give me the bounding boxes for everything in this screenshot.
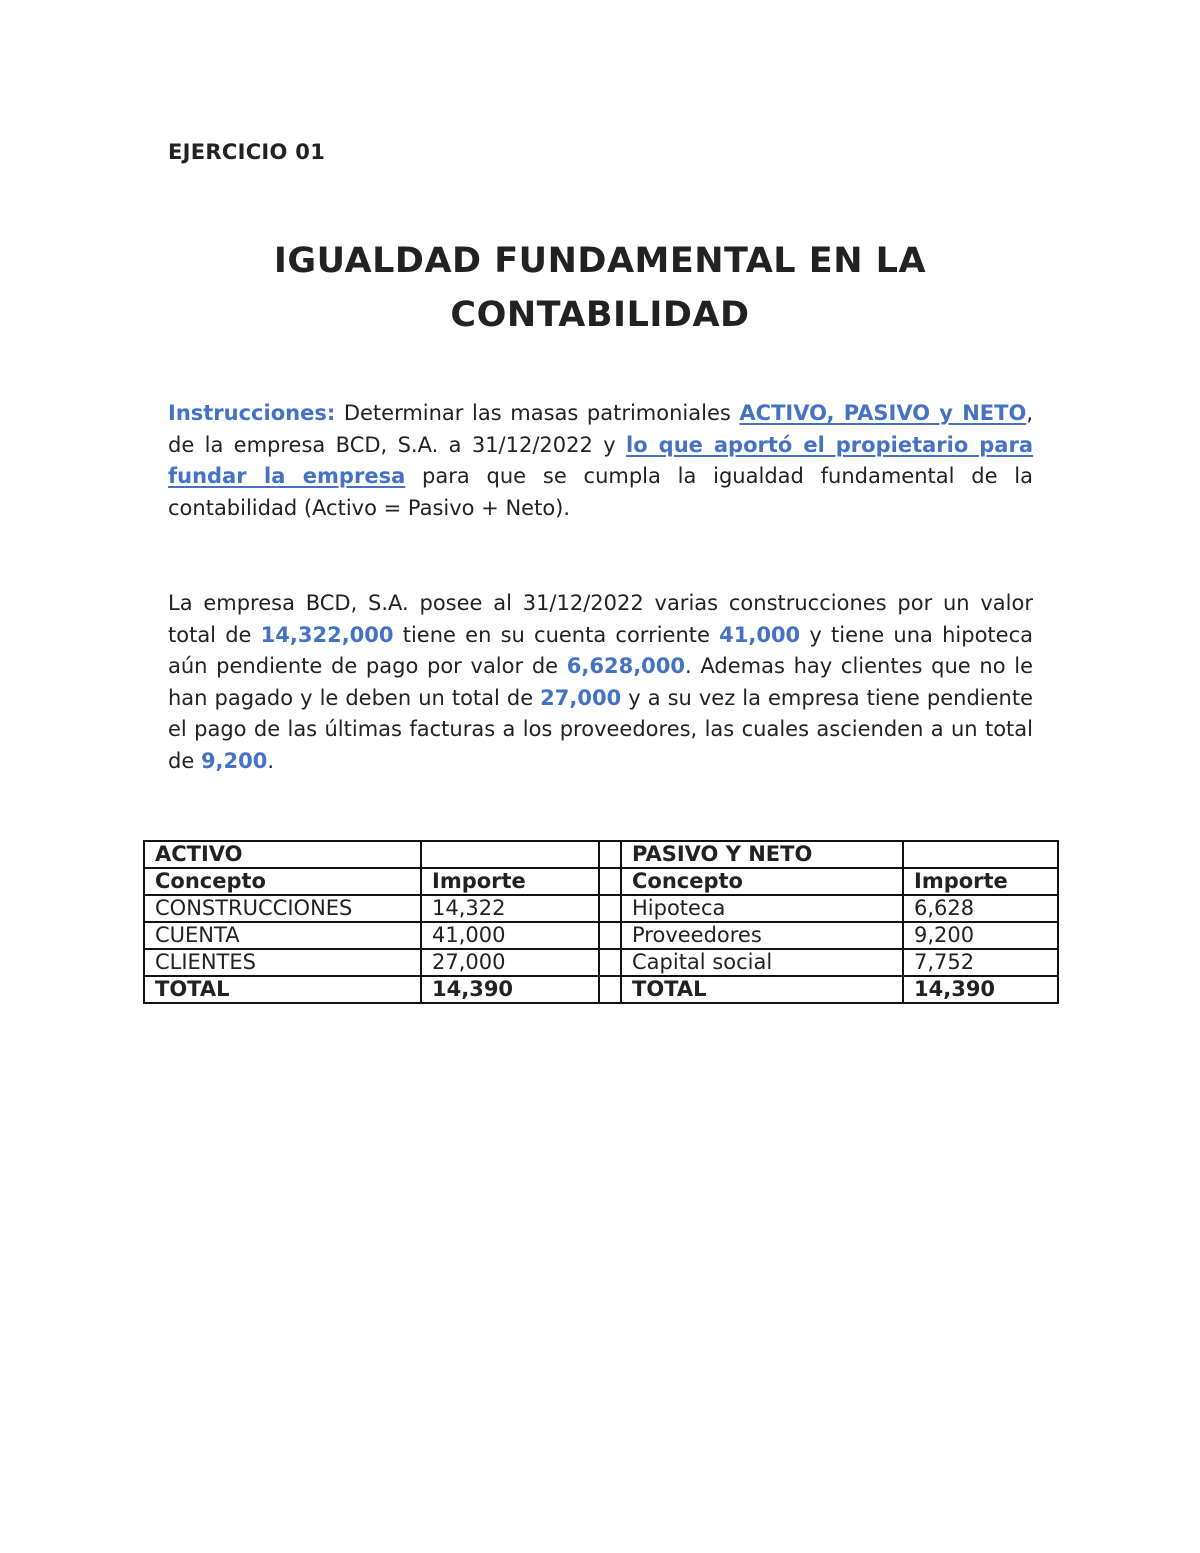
construcciones-value: 14,322,000 — [260, 622, 394, 647]
activo-importe: 41,000 — [421, 922, 599, 949]
balance-table — [143, 840, 1059, 1004]
activo-importe-header: Importe — [421, 868, 599, 895]
empty-cell — [421, 841, 599, 868]
statement-text-5: y a su vez la empresa tiene pendiente el pago de las últimas facturas a los proveedores, las cuales ascienden a un total de — [168, 685, 1033, 773]
hipoteca-value: 6,628,000 — [566, 654, 686, 678]
pasivo-importe: 6,628 — [903, 895, 1058, 922]
gap-cell — [599, 841, 621, 868]
table-row — [144, 949, 1058, 976]
table-column-header-row — [144, 868, 1058, 895]
pasivo-header: PASIVO Y NETO — [621, 841, 903, 868]
statement-text-6: . — [267, 748, 275, 773]
gap-cell — [599, 949, 621, 976]
table-header-row — [144, 841, 1058, 868]
activo-concepto-header: Concepto — [144, 868, 421, 895]
statement-text-1: La empresa BCD, S.A. posee al 31/12/2022 varias construcciones por un valor total de — [168, 591, 1033, 647]
gap-cell — [599, 922, 621, 949]
activo-concepto: CLIENTES — [144, 949, 421, 976]
gap-cell — [599, 868, 621, 895]
table-row — [144, 922, 1058, 949]
title-line-2: CONTABILIDAD — [450, 295, 750, 335]
activo-total-value: 14,390 — [421, 976, 599, 1003]
pasivo-total-value: 14,390 — [903, 976, 1058, 1003]
activo-header: ACTIVO — [144, 841, 421, 868]
pasivo-concepto: Hipoteca — [621, 895, 903, 922]
statement-text-4: . Ademas hay clientes que no le han pagado y le deben un total de — [168, 654, 1034, 710]
title-line-1: IGUALDAD FUNDAMENTAL EN LA — [273, 241, 927, 281]
activo-importe: 14,322 — [421, 895, 599, 922]
masas-link[interactable]: ACTIVO, PASIVO y NETO — [739, 401, 1027, 425]
exercise-label: EJERCICIO 01 — [168, 140, 326, 164]
table-row — [144, 895, 1058, 922]
activo-importe: 27,000 — [421, 949, 599, 976]
empty-cell — [903, 841, 1058, 868]
pasivo-concepto: Capital social — [621, 949, 903, 976]
activo-concepto: CONSTRUCCIONES — [144, 895, 421, 922]
clientes-value: 27,000 — [540, 685, 622, 710]
pasivo-importe-header: Importe — [903, 868, 1058, 895]
cuenta-value: 41,000 — [719, 622, 801, 647]
activo-concepto: CUENTA — [144, 922, 421, 949]
statement-text-2: tiene en su cuenta corriente — [393, 622, 720, 647]
page-title — [150, 234, 1050, 342]
instructions-label: Instrucciones: — [168, 401, 336, 425]
proveedores-value: 9,200 — [200, 748, 268, 773]
instructions-text-3: para que se cumpla la igualdad fundamental de la contabilidad (Activo = Pasivo + Neto). — [168, 464, 1034, 520]
pasivo-concepto-header: Concepto — [621, 868, 903, 895]
pasivo-total-label: TOTAL — [621, 976, 903, 1003]
activo-total-label: TOTAL — [144, 976, 421, 1003]
gap-cell — [599, 976, 621, 1003]
instructions-text-2: , de la empresa BCD, S.A. a 31/12/2022 y — [168, 401, 1034, 457]
instructions-paragraph — [168, 398, 1033, 524]
gap-cell — [599, 895, 621, 922]
pasivo-importe: 9,200 — [903, 922, 1058, 949]
table-total-row — [144, 976, 1058, 1003]
pasivo-importe: 7,752 — [903, 949, 1058, 976]
statement-text-3: y tiene una hipoteca aún pendiente de pago por valor de — [168, 622, 1033, 678]
instructions-text-1: Determinar las masas patrimoniales — [335, 401, 740, 425]
propietario-link[interactable]: lo que aportó el propietario para fundar la empresa — [168, 432, 1033, 488]
statement-paragraph — [168, 588, 1033, 777]
pasivo-concepto: Proveedores — [621, 922, 903, 949]
